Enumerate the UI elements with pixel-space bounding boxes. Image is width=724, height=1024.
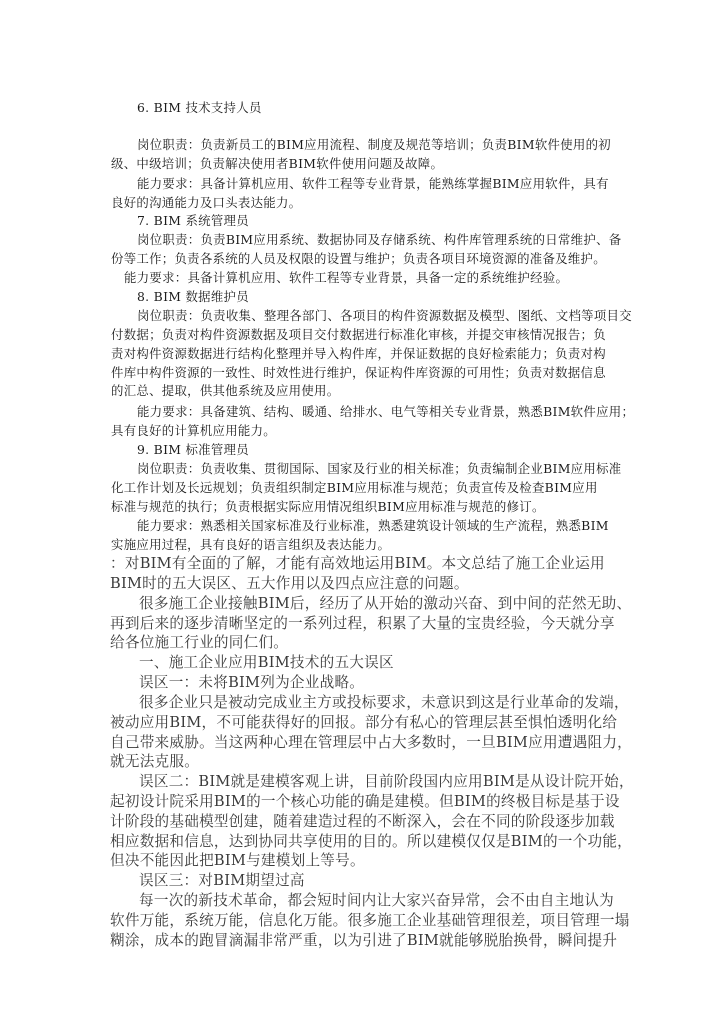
heading-pitfall-3: 误区三：对BIM期望过高 — [139, 872, 305, 889]
paragraph-line: 责对构件资源数据进行结构化整理并导入构件库，并保证数据的良好检索能力；负责对构 — [111, 346, 606, 361]
paragraph-line: 起初设计院采用BIM的一个核心功能的确是建模。但BIM的终极目标是基于设 — [110, 793, 620, 810]
paragraph-line: 岗位职责：负责收集、贯彻国际、国家及行业的相关标准；负责编制企业BIM应用标准 — [137, 461, 622, 476]
paragraph-line: 能力要求：熟悉相关国家标准及行业标准，熟悉建筑设计领域的生产流程，熟悉BIM — [137, 518, 609, 533]
paragraph-line: 化工作计划及长远规划；负责组织制定BIM应用标准与规范；负责宣传及检查BIM应用 — [111, 480, 598, 495]
paragraph-line: 被动应用BIM，不可能获得好的回报。部分有私心的管理层甚至惧怕透明化给 — [110, 714, 618, 731]
paragraph-line: 相应数据和信息，达到协同共享使用的目的。所以建模仅仅是BIM的一个功能， — [110, 833, 633, 850]
paragraph-line: 自己带来威胁。当这两种心理在管理层中占大多数时，一旦BIM应用遭遇阻力， — [110, 734, 633, 751]
paragraph-line: 就无法克服。 — [110, 753, 200, 770]
heading-bim-standards-admin: 9. BIM 标准管理员 — [137, 442, 249, 457]
paragraph-line: 具有良好的计算机应用能力。 — [111, 423, 276, 438]
paragraph-line: 岗位职责：负责新员工的BIM应用流程、制度及规范等培训；负责BIM软件使用的初 — [137, 137, 611, 152]
heading-bim-system-admin: 7. BIM 系统管理员 — [137, 213, 249, 228]
paragraph-line: 岗位职责：负责收集、整理各部门、各项目的构件资源数据及模型、图纸、文档等项目交 — [137, 308, 632, 323]
heading-five-pitfalls: 一、施工企业应用BIM技术的五大误区 — [139, 654, 394, 671]
paragraph-line: 件库中构件资源的一致性、时效性进行维护，保证构件库资源的可用性；负责对数据信息 — [111, 365, 606, 380]
paragraph-line: ：对BIM有全面的了解，才能有高效地运用BIM。本文总结了施工企业运用 — [110, 555, 605, 572]
paragraph-line: 实施应用过程，具有良好的语言组织及表达能力。 — [111, 537, 391, 552]
paragraph-line: 岗位职责：负责BIM应用系统、数据协同及存储系统、构件库管理系统的日常维护、备 — [137, 232, 622, 247]
paragraph-line: 级、中级培训；负责解决使用者BIM软件使用问题及故障。 — [111, 156, 444, 171]
heading-bim-support-staff: 6. BIM 技术支持人员 — [137, 100, 262, 115]
paragraph-line: 份等工作；负责各系统的人员及权限的设置与维护；负责各项目环境资源的准备及维护。 — [111, 251, 606, 266]
paragraph-line: 能力要求：具备计算机应用、软件工程等专业背景，具备一定的系统维护经验。 — [124, 270, 569, 285]
paragraph-line: 标准与规范的执行；负责根据实际应用情况组织BIM应用标准与规范的修订。 — [111, 499, 545, 514]
paragraph-line: 计阶段的基础模型创建，随着建造过程的不断深入，会在不同的阶段逐步加载 — [110, 813, 615, 830]
paragraph-line: 每一次的新技术革命，都会短时间内让大家兴奋异常，会不由自主地认为 — [139, 892, 615, 909]
paragraph-line: 的汇总、提取，供其他系统及应用使用。 — [111, 383, 340, 398]
paragraph-line: 良好的沟通能力及口头表达能力。 — [111, 195, 302, 210]
paragraph-line: 误区二：BIM就是建模客观上讲，目前阶段国内应用BIM是从设计院开始， — [139, 773, 634, 790]
heading-pitfall-1: 误区一：未将BIM列为企业战略。 — [139, 674, 365, 691]
paragraph-line: 很多企业只是被动完成业主方或投标要求，未意识到这是行业革命的发端， — [139, 694, 629, 711]
paragraph-line: BIM时的五大误区、五大作用以及四点应注意的问题。 — [110, 575, 469, 592]
paragraph-line: 糊涂，成本的跑冒滴漏非常严重，以为引进了BIM就能够脱胎换骨，瞬间提升 — [110, 932, 618, 949]
paragraph-line: 给各位施工行业的同仁们。 — [110, 634, 289, 651]
paragraph-line: 付数据；负责对构件资源数据及项目交付数据进行标准化审核，并提交审核情况报告；负 — [111, 327, 606, 342]
paragraph-line: 能力要求：具备建筑、结构、暖通、给排水、电气等相关专业背景，熟悉BIM软件应用； — [137, 404, 635, 419]
heading-bim-data-maintainer: 8. BIM 数据维护员 — [137, 289, 249, 304]
paragraph-line: 能力要求：具备计算机应用、软件工程等专业背景，能熟练掌握BIM应用软件，具有 — [137, 176, 609, 191]
paragraph-line: 但决不能因此把BIM与建模划上等号。 — [110, 852, 365, 869]
paragraph-line: 软件万能，系统万能，信息化万能。很多施工企业基础管理很差，项目管理一塌 — [110, 912, 630, 929]
paragraph-line: 很多施工企业接触BIM后，经历了从开始的激动兴奋、到中间的茫然无助、 — [139, 595, 632, 612]
paragraph-line: 再到后来的逐步清晰坚定的一系列过程，积累了大量的宝贵经验，今天就分享 — [110, 615, 615, 632]
